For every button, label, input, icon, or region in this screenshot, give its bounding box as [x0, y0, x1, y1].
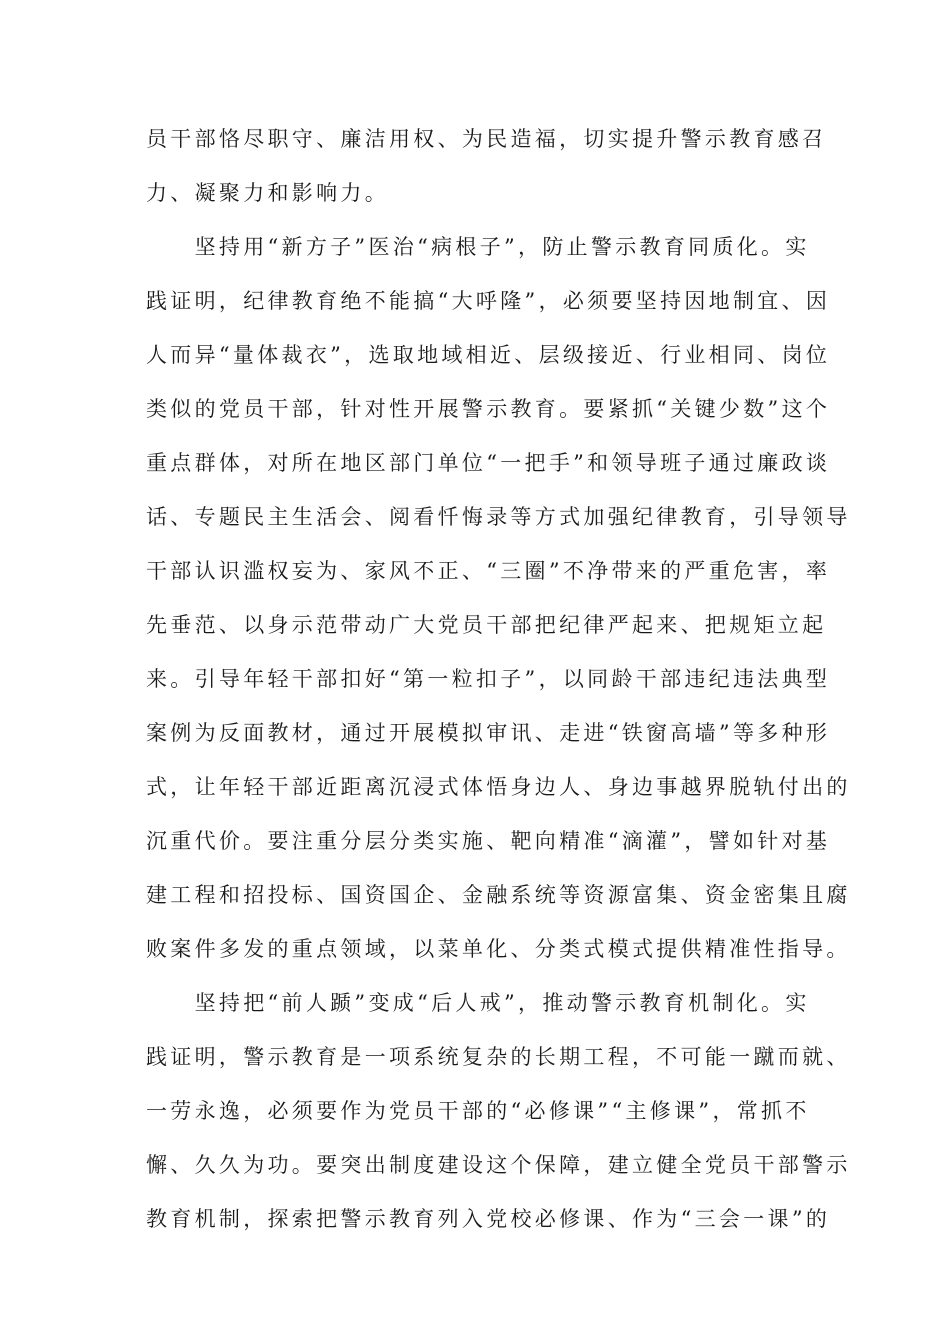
text-line: 话、专题民主生活会、阅看忏悔录等方式加强纪律教育，引导领导 [146, 505, 851, 529]
text-line: 败案件多发的重点领域，以菜单化、分类式模式提供精准性指导。 [146, 937, 851, 961]
text-line: 践证明，纪律教育绝不能搞“大呼隆”，必须要坚持因地制宜、因 [146, 289, 831, 313]
text-line: 人而异“量体裁衣”，选取地域相近、层级接近、行业相同、岗位 [146, 343, 831, 367]
paragraph-start-line: 坚持把“前人踬”变成“后人戒”，推动警示教育机制化。实 [146, 991, 810, 1015]
text-line: 干部认识滥权妄为、家风不正、“三圈”不净带来的严重危害，率 [146, 559, 831, 583]
text-line: 力、凝聚力和影响力。 [146, 181, 389, 205]
text-line: 重点群体，对所在地区部门单位“一把手”和领导班子通过廉政谈 [146, 451, 831, 475]
text-line: 教育机制，探索把警示教育列入党校必修课、作为“三会一课”的 [146, 1207, 831, 1231]
text-line: 懈、久久为功。要突出制度建设这个保障，建立健全党员干部警示 [146, 1153, 851, 1177]
text-line: 式，让年轻干部近距离沉浸式体悟身边人、身边事越界脱轨付出的 [146, 775, 851, 799]
paragraph-start-line: 坚持用“新方子”医治“病根子”，防止警示教育同质化。实 [146, 235, 810, 259]
text-line: 沉重代价。要注重分层分类实施、靶向精准“滴灌”，譬如针对基 [146, 829, 831, 853]
text-line: 先垂范、以身示范带动广大党员干部把纪律严起来、把规矩立起 [146, 613, 827, 637]
text-line: 一劳永逸，必须要作为党员干部的“必修课”“主修课”，常抓不 [146, 1099, 810, 1123]
text-line: 员干部恪尽职守、廉洁用权、为民造福，切实提升警示教育感召 [146, 127, 827, 151]
body-text [146, 112, 851, 1246]
text-line: 践证明，警示教育是一项系统复杂的长期工程，不可能一蹴而就、 [146, 1045, 851, 1069]
text-line: 建工程和招投标、国资国企、金融系统等资源富集、资金密集且腐 [146, 883, 851, 907]
text-line: 类似的党员干部，针对性开展警示教育。要紧抓“关键少数”这个 [146, 397, 831, 421]
text-line: 来。引导年轻干部扣好“第一粒扣子”，以同龄干部违纪违法典型 [146, 667, 831, 691]
text-line: 案例为反面教材，通过开展模拟审讯、走进“铁窗高墙”等多种形 [146, 721, 831, 745]
